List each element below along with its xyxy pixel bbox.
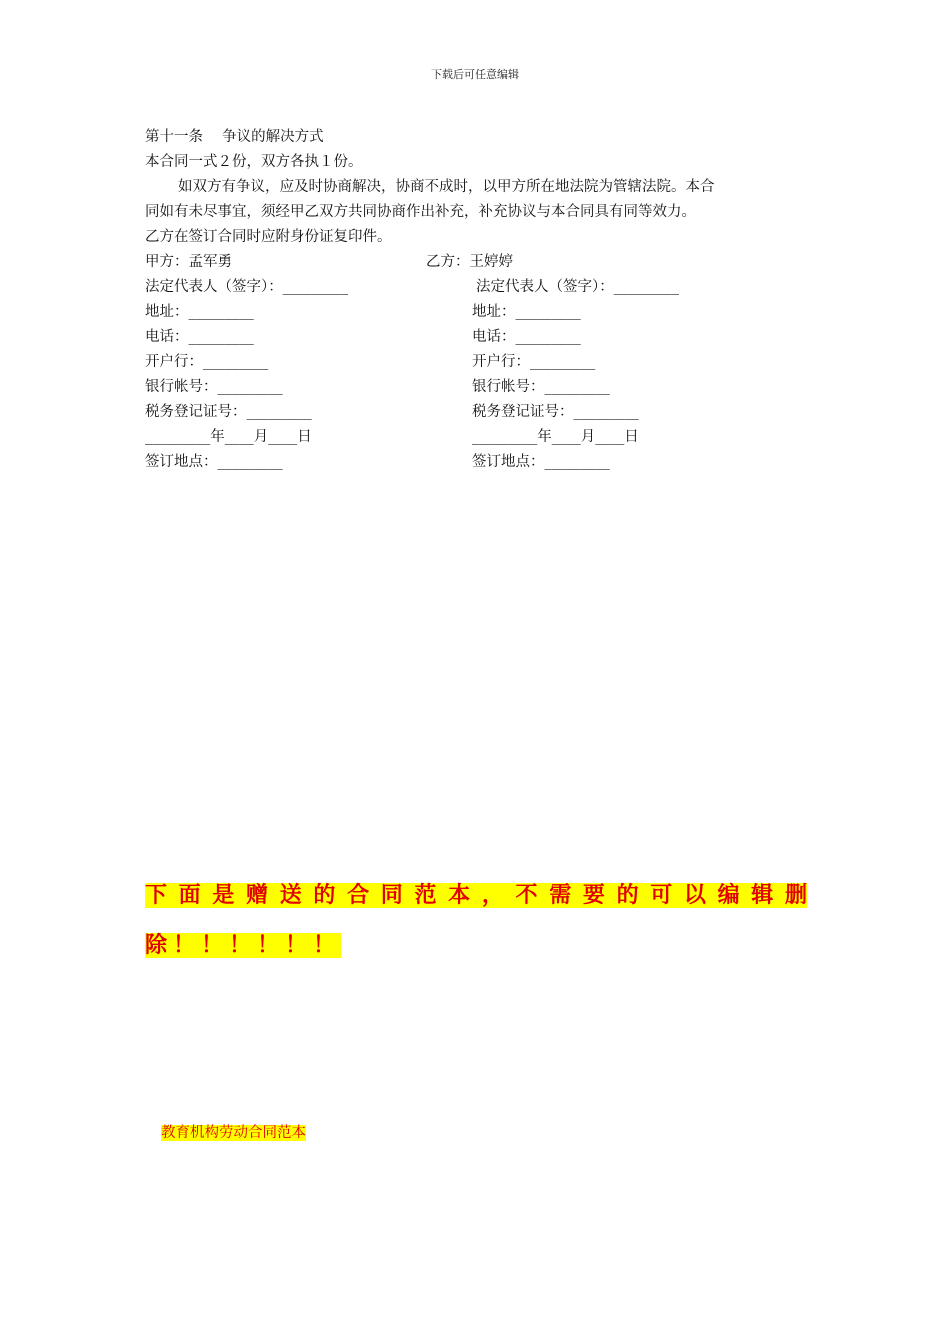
- party-b-date: _________年____月____日: [472, 429, 639, 445]
- dispute-clause-line2: 同如有未尽事宜，须经甲乙双方共同协商作出补充，补充协议与本合同具有同等效力。: [145, 204, 696, 220]
- party-b-place: 签订地点：_________: [472, 454, 610, 470]
- article-title: 第十一条 争议的解决方式: [145, 129, 324, 145]
- party-a-representative: 法定代表人（签字）：_________: [145, 279, 348, 295]
- party-b-bank: 开户行：_________: [472, 354, 596, 370]
- party-a-address: 地址：_________: [145, 304, 254, 320]
- party-a-account: 银行帐号：_________: [145, 379, 283, 395]
- sample-contract-title-text: 教育机构劳动合同范本: [161, 1125, 306, 1141]
- party-b-name: 乙方：王婷婷: [426, 254, 513, 270]
- id-copy-clause: 乙方在签订合同时应附身份证复印件。: [145, 229, 392, 245]
- sample-contract-title: [161, 1123, 306, 1143]
- promo-notice-line2-text: 除！！！！！！: [145, 933, 342, 958]
- party-a-bank: 开户行：_________: [145, 354, 269, 370]
- promo-notice-line2: [145, 932, 807, 960]
- party-b-account: 银行帐号：_________: [472, 379, 610, 395]
- page-header: 下载后可任意编辑: [431, 68, 519, 81]
- party-b-phone: 电话：_________: [472, 329, 581, 345]
- dispute-clause-line1: 如双方有争议，应及时协商解决，协商不成时，以甲方所在地法院为管辖法院。本合: [178, 179, 715, 195]
- party-a-name: 甲方：孟军勇: [145, 254, 232, 270]
- copies-clause: 本合同一式２份，双方各执１份。: [145, 154, 363, 170]
- party-a-phone: 电话：_________: [145, 329, 254, 345]
- party-a-tax-id: 税务登记证号：_________: [145, 404, 312, 420]
- party-b-representative: 法定代表人（签字）：_________: [476, 279, 679, 295]
- party-b-address: 地址：_________: [472, 304, 581, 320]
- party-b-tax-id: 税务登记证号：_________: [472, 404, 639, 420]
- promo-notice-line1: [145, 882, 807, 910]
- promo-notice-line1-text: 下面是赠送的合同范本，不需要的可以编辑删: [145, 883, 807, 908]
- party-a-date: _________年____月____日: [145, 429, 312, 445]
- party-a-place: 签订地点：_________: [145, 454, 283, 470]
